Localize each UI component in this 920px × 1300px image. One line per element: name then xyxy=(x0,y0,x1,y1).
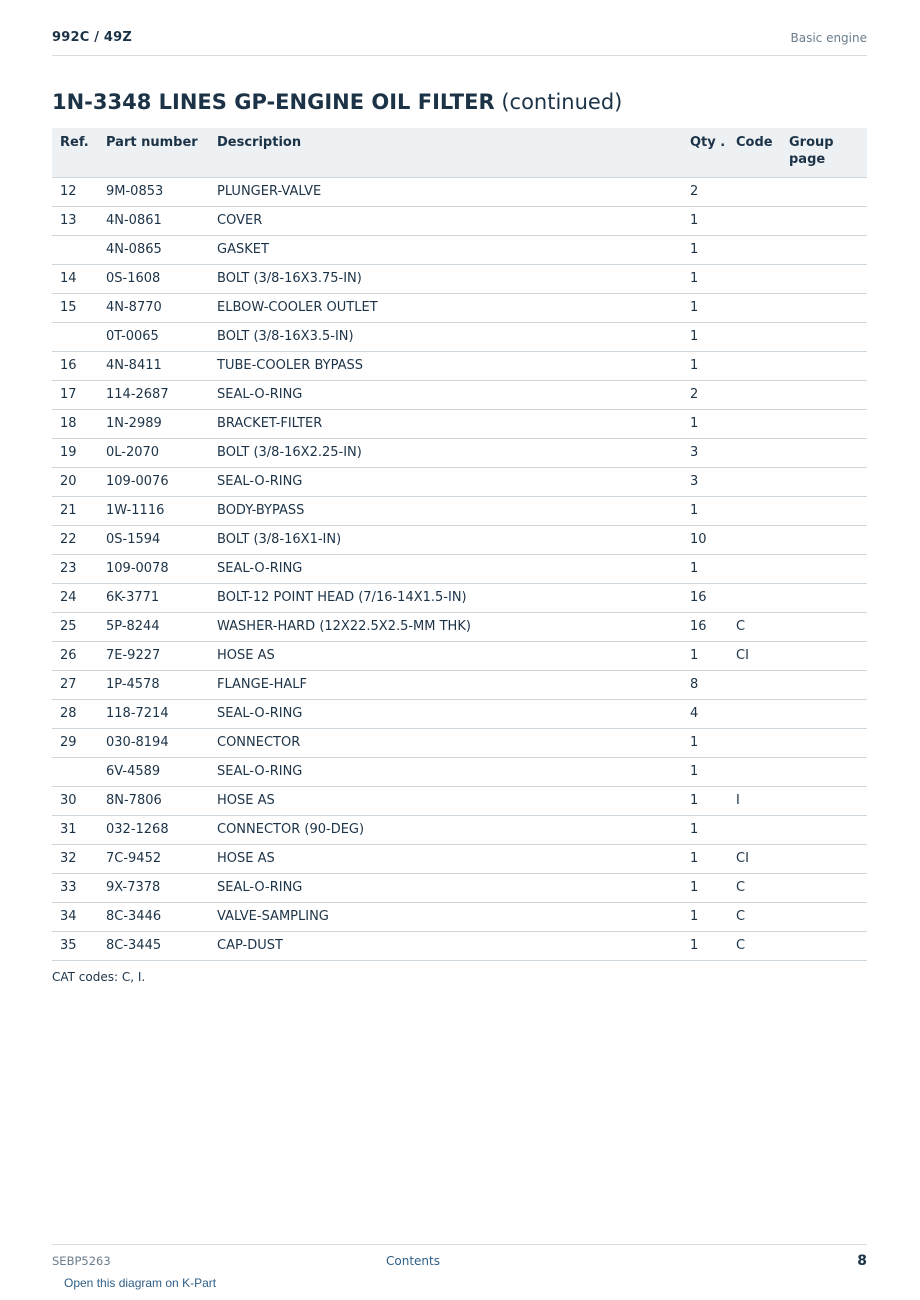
qty-cell: 1 xyxy=(682,728,728,757)
table-header-row xyxy=(52,128,867,177)
ref-cell: 19 xyxy=(52,438,98,467)
column-header-description: Description xyxy=(209,128,682,177)
code-cell xyxy=(728,380,781,409)
description-cell: HOSE AS xyxy=(209,844,682,873)
column-header-ref: Ref. xyxy=(52,128,98,177)
code-cell xyxy=(728,206,781,235)
description-cell: PLUNGER-VALVE xyxy=(209,177,682,206)
part-number-cell: 4N-8411 xyxy=(98,351,209,380)
group-page-cell xyxy=(781,264,867,293)
group-page-cell xyxy=(781,670,867,699)
group-page-cell xyxy=(781,641,867,670)
table-row xyxy=(52,815,867,844)
part-number-cell: 7E-9227 xyxy=(98,641,209,670)
code-cell xyxy=(728,351,781,380)
qty-cell: 1 xyxy=(682,409,728,438)
table-row xyxy=(52,786,867,815)
qty-cell: 3 xyxy=(682,467,728,496)
group-page-cell xyxy=(781,351,867,380)
table-row xyxy=(52,641,867,670)
part-number-cell: 0S-1594 xyxy=(98,525,209,554)
code-cell xyxy=(728,177,781,206)
description-cell: BODY-BYPASS xyxy=(209,496,682,525)
table-row xyxy=(52,293,867,322)
group-page-cell xyxy=(781,583,867,612)
group-page-cell xyxy=(781,467,867,496)
table-row xyxy=(52,380,867,409)
qty-cell: 1 xyxy=(682,757,728,786)
qty-cell: 8 xyxy=(682,670,728,699)
section-name: Basic engine xyxy=(790,31,867,45)
table-row xyxy=(52,554,867,583)
table-row xyxy=(52,525,867,554)
description-cell: BOLT (3/8-16X2.25-IN) xyxy=(209,438,682,467)
machine-model: 992C / 49Z xyxy=(52,30,132,45)
description-cell: SEAL-O-RING xyxy=(209,757,682,786)
ref-cell: 34 xyxy=(52,902,98,931)
qty-cell: 1 xyxy=(682,322,728,351)
ref-cell xyxy=(52,235,98,264)
table-row xyxy=(52,177,867,206)
group-page-cell xyxy=(781,873,867,902)
part-number-cell: 1W-1116 xyxy=(98,496,209,525)
code-cell xyxy=(728,409,781,438)
qty-cell: 2 xyxy=(682,177,728,206)
code-cell xyxy=(728,467,781,496)
table-row xyxy=(52,409,867,438)
part-number-cell: 6K-3771 xyxy=(98,583,209,612)
qty-cell: 10 xyxy=(682,525,728,554)
code-cell: CI xyxy=(728,641,781,670)
ref-cell: 15 xyxy=(52,293,98,322)
part-number-cell: 1N-2989 xyxy=(98,409,209,438)
qty-cell: 1 xyxy=(682,844,728,873)
table-row xyxy=(52,844,867,873)
description-cell: HOSE AS xyxy=(209,641,682,670)
table-row xyxy=(52,873,867,902)
part-number-cell: 0S-1608 xyxy=(98,264,209,293)
code-cell xyxy=(728,438,781,467)
part-number-cell: 0T-0065 xyxy=(98,322,209,351)
ref-cell: 20 xyxy=(52,467,98,496)
table-row xyxy=(52,467,867,496)
group-page-cell xyxy=(781,699,867,728)
description-cell: VALVE-SAMPLING xyxy=(209,902,682,931)
description-cell: CONNECTOR xyxy=(209,728,682,757)
description-cell: BRACKET-FILTER xyxy=(209,409,682,438)
description-cell: BOLT-12 POINT HEAD (7/16-14X1.5-IN) xyxy=(209,583,682,612)
description-cell: BOLT (3/8-16X1-IN) xyxy=(209,525,682,554)
qty-cell: 4 xyxy=(682,699,728,728)
group-page-cell xyxy=(781,496,867,525)
code-cell xyxy=(728,670,781,699)
group-page-cell xyxy=(781,931,867,960)
ref-cell: 24 xyxy=(52,583,98,612)
code-cell: C xyxy=(728,902,781,931)
qty-cell: 1 xyxy=(682,264,728,293)
code-cell: C xyxy=(728,931,781,960)
qty-cell: 1 xyxy=(682,902,728,931)
group-page-cell xyxy=(781,844,867,873)
group-page-cell xyxy=(781,757,867,786)
parts-table-body xyxy=(52,177,867,960)
part-number-cell: 0L-2070 xyxy=(98,438,209,467)
code-cell xyxy=(728,583,781,612)
qty-cell: 1 xyxy=(682,786,728,815)
page-title xyxy=(52,90,622,114)
description-cell: WASHER-HARD (12X22.5X2.5-MM THK) xyxy=(209,612,682,641)
cat-codes-note: CAT codes: C, I. xyxy=(52,970,146,984)
code-cell xyxy=(728,699,781,728)
part-number-cell: 030-8194 xyxy=(98,728,209,757)
group-page-cell xyxy=(781,235,867,264)
part-number-cell: 109-0076 xyxy=(98,467,209,496)
table-row xyxy=(52,206,867,235)
code-cell: I xyxy=(728,786,781,815)
description-cell: CONNECTOR (90-DEG) xyxy=(209,815,682,844)
table-row xyxy=(52,322,867,351)
ref-cell: 31 xyxy=(52,815,98,844)
ref-cell: 25 xyxy=(52,612,98,641)
table-row xyxy=(52,902,867,931)
description-cell: CAP-DUST xyxy=(209,931,682,960)
ref-cell: 35 xyxy=(52,931,98,960)
part-number-cell: 032-1268 xyxy=(98,815,209,844)
group-page-cell xyxy=(781,438,867,467)
group-page-cell xyxy=(781,293,867,322)
description-cell: SEAL-O-RING xyxy=(209,873,682,902)
column-header-group-page: Group page xyxy=(781,128,867,177)
description-cell: BOLT (3/8-16X3.75-IN) xyxy=(209,264,682,293)
qty-cell: 1 xyxy=(682,815,728,844)
document-id: SEBP5263 xyxy=(52,1254,111,1268)
part-number-cell: 4N-0865 xyxy=(98,235,209,264)
group-page-cell xyxy=(781,786,867,815)
description-cell: GASKET xyxy=(209,235,682,264)
qty-cell: 3 xyxy=(682,438,728,467)
code-cell xyxy=(728,264,781,293)
group-title: 1N-3348 LINES GP-ENGINE OIL FILTER xyxy=(52,90,495,114)
qty-cell: 1 xyxy=(682,235,728,264)
part-number-cell: 4N-8770 xyxy=(98,293,209,322)
column-header-part-number: Part number xyxy=(98,128,209,177)
qty-cell: 16 xyxy=(682,583,728,612)
open-diagram-link[interactable]: Open this diagram on K-Part xyxy=(64,1276,217,1290)
description-cell: SEAL-O-RING xyxy=(209,554,682,583)
parts-table xyxy=(52,128,867,961)
group-page-cell xyxy=(781,902,867,931)
qty-cell: 1 xyxy=(682,496,728,525)
group-page-cell xyxy=(781,554,867,583)
part-number-cell: 9X-7378 xyxy=(98,873,209,902)
table-row xyxy=(52,264,867,293)
qty-cell: 2 xyxy=(682,380,728,409)
code-cell xyxy=(728,554,781,583)
part-number-cell: 6V-4589 xyxy=(98,757,209,786)
code-cell xyxy=(728,525,781,554)
group-page-cell xyxy=(781,177,867,206)
table-row xyxy=(52,699,867,728)
code-cell xyxy=(728,322,781,351)
ref-cell: 27 xyxy=(52,670,98,699)
ref-cell: 33 xyxy=(52,873,98,902)
table-row xyxy=(52,757,867,786)
description-cell: HOSE AS xyxy=(209,786,682,815)
column-header-qty: Qty . xyxy=(682,128,728,177)
ref-cell xyxy=(52,757,98,786)
table-row xyxy=(52,496,867,525)
code-cell: C xyxy=(728,873,781,902)
group-page-cell xyxy=(781,612,867,641)
table-row xyxy=(52,931,867,960)
part-number-cell: 109-0078 xyxy=(98,554,209,583)
ref-cell: 13 xyxy=(52,206,98,235)
contents-link[interactable]: Contents xyxy=(386,1254,440,1268)
page-header xyxy=(52,28,867,56)
group-page-cell xyxy=(781,322,867,351)
table-row xyxy=(52,351,867,380)
part-number-cell: 8C-3446 xyxy=(98,902,209,931)
ref-cell: 14 xyxy=(52,264,98,293)
description-cell: FLANGE-HALF xyxy=(209,670,682,699)
table-row xyxy=(52,612,867,641)
ref-cell: 21 xyxy=(52,496,98,525)
table-row xyxy=(52,670,867,699)
page-footer xyxy=(52,1244,867,1274)
code-cell xyxy=(728,293,781,322)
page-number: 8 xyxy=(857,1253,867,1269)
part-number-cell: 4N-0861 xyxy=(98,206,209,235)
ref-cell: 22 xyxy=(52,525,98,554)
ref-cell xyxy=(52,322,98,351)
description-cell: SEAL-O-RING xyxy=(209,380,682,409)
ref-cell: 29 xyxy=(52,728,98,757)
code-cell xyxy=(728,757,781,786)
group-page-cell xyxy=(781,815,867,844)
description-cell: SEAL-O-RING xyxy=(209,467,682,496)
description-cell: BOLT (3/8-16X3.5-IN) xyxy=(209,322,682,351)
code-cell xyxy=(728,815,781,844)
part-number-cell: 114-2687 xyxy=(98,380,209,409)
qty-cell: 1 xyxy=(682,873,728,902)
column-header-code: Code xyxy=(728,128,781,177)
qty-cell: 1 xyxy=(682,351,728,380)
ref-cell: 32 xyxy=(52,844,98,873)
qty-cell: 1 xyxy=(682,554,728,583)
table-row xyxy=(52,235,867,264)
description-cell: SEAL-O-RING xyxy=(209,699,682,728)
part-number-cell: 1P-4578 xyxy=(98,670,209,699)
part-number-cell: 118-7214 xyxy=(98,699,209,728)
ref-cell: 28 xyxy=(52,699,98,728)
part-number-cell: 9M-0853 xyxy=(98,177,209,206)
qty-cell: 1 xyxy=(682,641,728,670)
code-cell: CI xyxy=(728,844,781,873)
description-cell: ELBOW-COOLER OUTLET xyxy=(209,293,682,322)
part-number-cell: 7C-9452 xyxy=(98,844,209,873)
table-row xyxy=(52,583,867,612)
part-number-cell: 5P-8244 xyxy=(98,612,209,641)
ref-cell: 26 xyxy=(52,641,98,670)
ref-cell: 12 xyxy=(52,177,98,206)
ref-cell: 17 xyxy=(52,380,98,409)
table-row xyxy=(52,438,867,467)
part-number-cell: 8N-7806 xyxy=(98,786,209,815)
qty-cell: 16 xyxy=(682,612,728,641)
ref-cell: 16 xyxy=(52,351,98,380)
description-cell: COVER xyxy=(209,206,682,235)
group-page-cell xyxy=(781,409,867,438)
group-page-cell xyxy=(781,525,867,554)
continued-label: (continued) xyxy=(494,90,623,114)
ref-cell: 23 xyxy=(52,554,98,583)
part-number-cell: 8C-3445 xyxy=(98,931,209,960)
code-cell: C xyxy=(728,612,781,641)
group-page-cell xyxy=(781,380,867,409)
qty-cell: 1 xyxy=(682,206,728,235)
qty-cell: 1 xyxy=(682,293,728,322)
code-cell xyxy=(728,728,781,757)
ref-cell: 18 xyxy=(52,409,98,438)
description-cell: TUBE-COOLER BYPASS xyxy=(209,351,682,380)
ref-cell: 30 xyxy=(52,786,98,815)
qty-cell: 1 xyxy=(682,931,728,960)
code-cell xyxy=(728,235,781,264)
table-row xyxy=(52,728,867,757)
code-cell xyxy=(728,496,781,525)
group-page-cell xyxy=(781,728,867,757)
group-page-cell xyxy=(781,206,867,235)
